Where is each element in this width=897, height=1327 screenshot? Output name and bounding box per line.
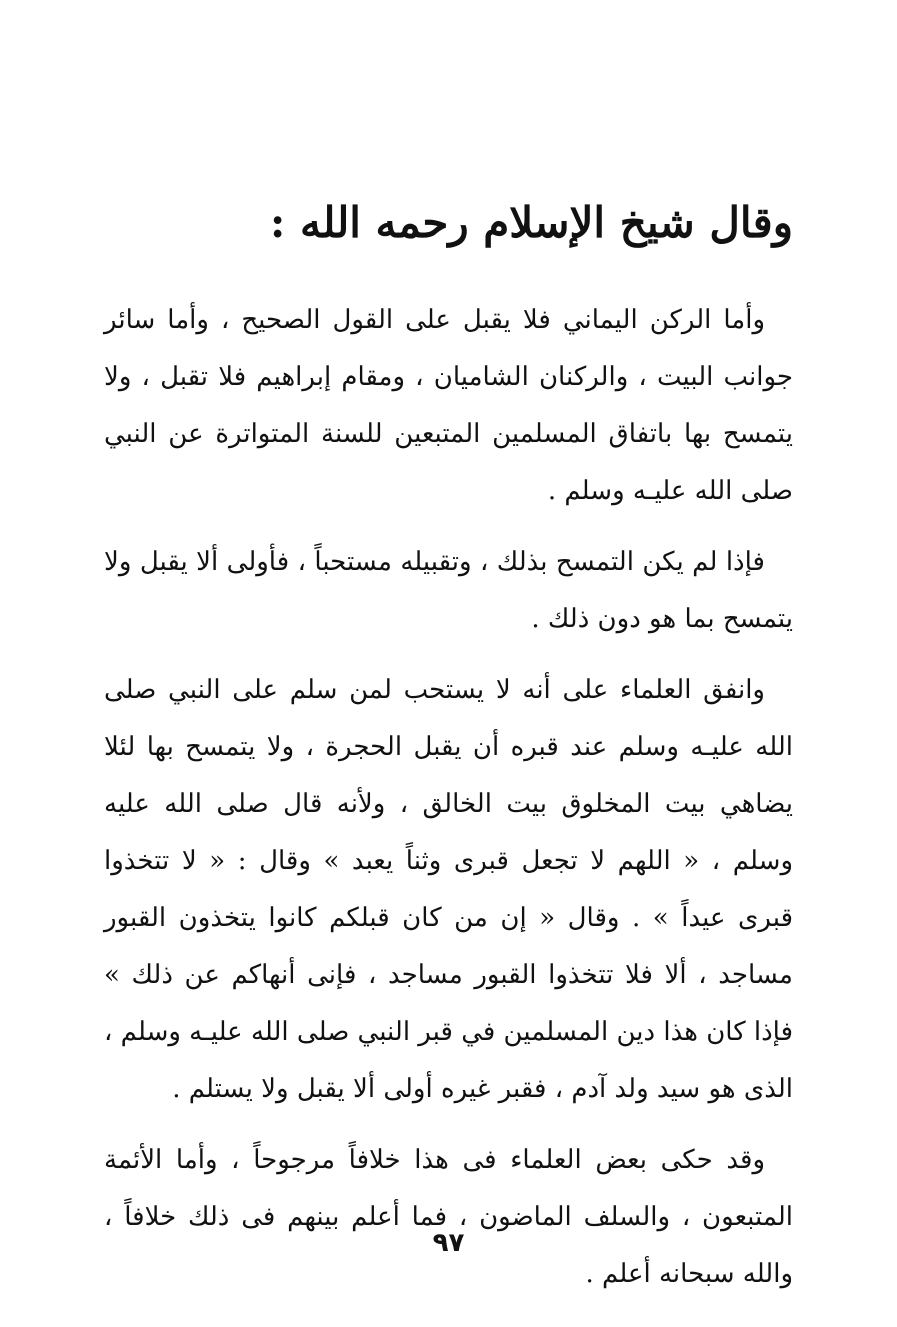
paragraph-yemeni-corner: وأما الركن اليماني فلا يقبل على القول الصحيح ، وأما سائر جوانب البيت ، والركنان الشاميان ، ومقام إبراهيم فلا تقبل ، ولا يتمسح بها باتفاق المسلمين المتبعين للسنة المتواترة عن النبي صلى الله عليـه وسلم .	[104, 305, 793, 506]
body-text	[104, 292, 793, 1317]
section-heading: وقال شيخ الإسلام رحمه الله :	[269, 198, 793, 247]
page-number: ٩٧	[432, 1228, 465, 1258]
paragraph-touching: فإذا لم يكن التمسح بذلك ، وتقبيله مستحباً ، فأولى ألا يقبل ولا يتمسح بما هو دون ذلك .	[104, 547, 793, 634]
paragraph-prophet-grave: وانفق العلماء على أنه لا يستحب لمن سلم على النبي صلى الله عليـه وسلم عند قبره أن يقبل الحجرة ، ولا يتمسح بها لئلا يضاهي بيت المخلوق بيت الخالق ، ولأنه قال صلى الله عليه وسلم ، « اللهم لا تجعل قبرى وثناً يعبد » وقال : « لا تتخذوا قبرى عيداً » . وقال « إن من كان قبلكم كانوا يتخذون القبور مساجد ، ألا فلا تتخذوا القبور مساجد ، فإنى أنهاكم عن ذلك » فإذا كان هذا دين المسلمين في قبر النبي صلى الله عليـه وسلم ، الذى هو سيد ولد آدم ، فقبر غيره أولى ألا يقبل ولا يستلم .	[104, 675, 793, 1104]
paragraph-scholars-dispute: وقد حكى بعض العلماء فى هذا خلافاً مرجوحاً ، وأما الأئمة المتبعون ، والسلف الماضون ، فما أعلم بينهم فى ذلك خلافاً ، والله سبحانه أعلم .	[104, 1145, 793, 1289]
